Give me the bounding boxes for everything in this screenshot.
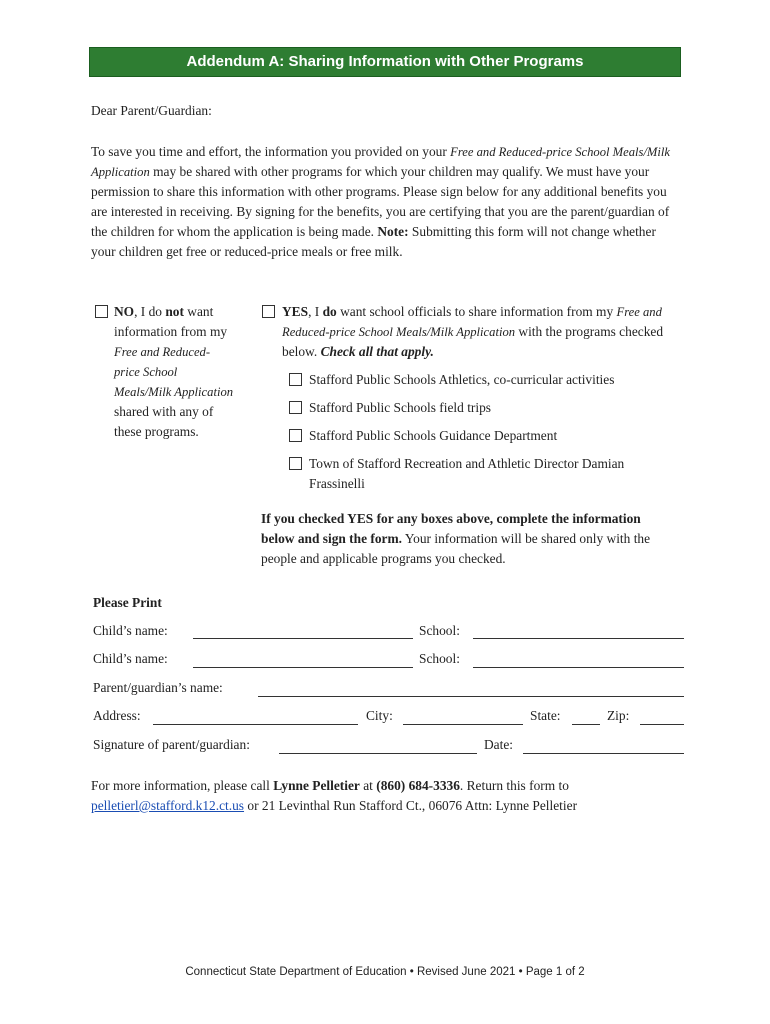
yes-text-2: want school officials to share information from my	[336, 304, 617, 319]
intro-text-2: may be shared with other programs for which your children may qualify. We must have your permission to share this information with other programs. Please sign below for any additional benefits you are interested in receiving. By signing for the benefits, you are certifying that you are the parent/guardian of the children for whom the application is being made.	[91, 164, 670, 239]
city-field[interactable]	[403, 724, 523, 725]
note-text: Submitting this form will not change whether your children get free or reduced-price meals or free milk.	[91, 224, 656, 259]
child-name-label-2: Child’s name:	[93, 651, 168, 666]
no-checkbox[interactable]	[95, 305, 108, 318]
program-checkbox-recreation[interactable]	[289, 457, 302, 470]
contact-text-2: at	[359, 778, 377, 793]
contact-paragraph	[91, 776, 671, 816]
salutation: Dear Parent/Guardian:	[91, 103, 212, 118]
intro-text-1: To save you time and effort, the information you provided on your	[91, 144, 451, 159]
parent-name-label: Parent/guardian’s name:	[93, 680, 223, 695]
program-label-guidance: Stafford Public Schools Guidance Department	[309, 428, 558, 443]
yes-option-text	[282, 302, 682, 362]
child-name-label-1: Child’s name:	[93, 623, 168, 638]
yes-label: YES	[282, 304, 309, 319]
contact-text-4: or 21 Levinthal Run Stafford Ct., 06076 Attn: Lynne Pelletier	[244, 798, 578, 813]
no-text-1: , I do	[134, 304, 166, 319]
child-name-field-1[interactable]	[193, 638, 413, 639]
no-text-3: shared with any of these programs.	[114, 404, 214, 439]
intro-paragraph	[91, 142, 681, 262]
page-footer: Connecticut State Department of Education • Revised June 2021 • Page 1 of 2	[185, 966, 585, 978]
no-label: NO	[114, 304, 135, 319]
program-label-recreation: Town of Stafford Recreation and Athletic Director Damian Frassinelli	[309, 456, 625, 491]
state-label: State:	[530, 708, 561, 723]
intro-app-name: Free and Reduced-price School Meals/Milk Application	[91, 145, 671, 179]
school-label-1: School:	[419, 623, 460, 638]
contact-text-1: For more information, please call	[91, 778, 274, 793]
school-field-1[interactable]	[473, 638, 684, 639]
signature-field[interactable]	[279, 753, 477, 754]
date-field[interactable]	[523, 753, 684, 754]
yes-app-name: Free and Reduced-price School Meals/Milk Application	[282, 305, 662, 339]
if-checked-instructions	[261, 509, 671, 569]
check-all-note: Check all that apply.	[320, 344, 434, 359]
no-option-text	[114, 302, 234, 442]
contact-phone: (860) 684-3336	[376, 778, 460, 793]
no-text-2: want information from my	[114, 304, 228, 339]
parent-name-field[interactable]	[258, 696, 684, 697]
program-checkbox-field-trips[interactable]	[289, 401, 302, 414]
contact-email-link[interactable]: pelletierl@stafford.k12.ct.us	[91, 798, 245, 813]
address-field[interactable]	[153, 724, 358, 725]
zip-field[interactable]	[640, 724, 684, 725]
program-checkbox-guidance[interactable]	[289, 429, 302, 442]
no-app-name: Free and Reduced-price School Meals/Milk Application	[114, 345, 234, 399]
yes-do: do	[322, 304, 337, 319]
note-label: Note:	[377, 224, 409, 239]
school-label-2: School:	[419, 651, 460, 666]
no-not: not	[165, 304, 184, 319]
zip-label: Zip:	[607, 708, 630, 723]
program-label-field-trips: Stafford Public Schools field trips	[309, 400, 492, 415]
if-checked-normal: Your information will be shared only with the people and applicable programs you checked.	[261, 531, 651, 566]
yes-text-3: with the programs checked below.	[282, 324, 664, 359]
page-title: Addendum A: Sharing Information with Other Programs	[89, 47, 681, 77]
child-name-field-2[interactable]	[193, 667, 413, 668]
contact-text-3: . Return this form to	[459, 778, 569, 793]
address-label: Address:	[93, 708, 141, 723]
contact-name: Lynne Pelletier	[273, 778, 360, 793]
date-label: Date:	[484, 737, 513, 752]
program-checkbox-athletics[interactable]	[289, 373, 302, 386]
signature-label: Signature of parent/guardian:	[93, 737, 250, 752]
city-label: City:	[366, 708, 393, 723]
yes-checkbox[interactable]	[262, 305, 275, 318]
school-field-2[interactable]	[473, 667, 684, 668]
please-print-label: Please Print	[93, 595, 162, 610]
yes-text-1: , I	[308, 304, 323, 319]
if-checked-bold: If you checked YES for any boxes above, complete the information below and sign the form.	[261, 511, 641, 546]
state-field[interactable]	[572, 724, 600, 725]
program-label-athletics: Stafford Public Schools Athletics, co-curricular activities	[309, 372, 615, 387]
